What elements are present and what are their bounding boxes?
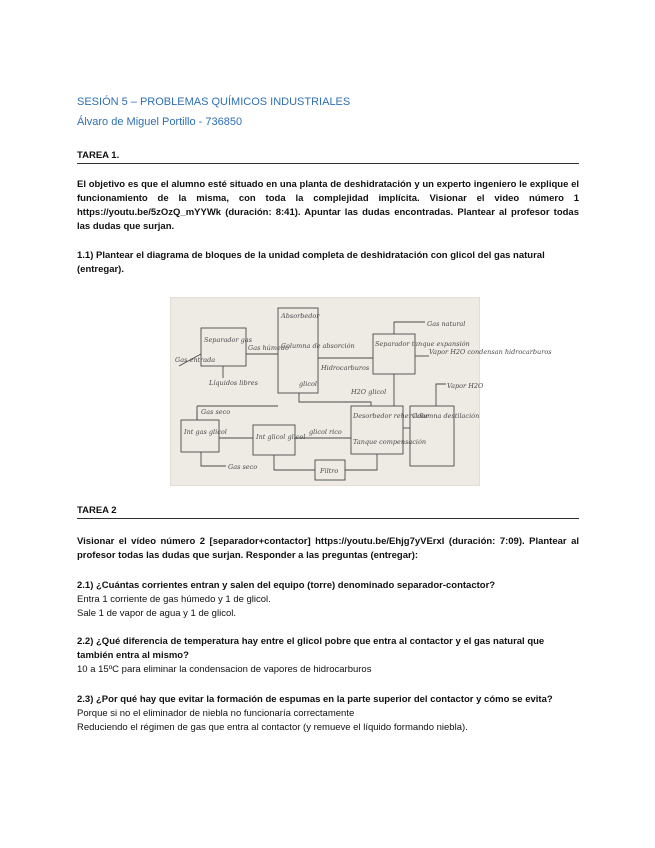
block-diagram <box>171 298 552 485</box>
qa-2-1 <box>77 579 579 621</box>
label-glicol: glicol <box>299 380 317 388</box>
label-gas-seco: Gas seco <box>201 408 231 416</box>
label-columna-absorcion: Columna de absorción <box>281 342 355 350</box>
tarea1-heading: TAREA 1. <box>77 150 120 161</box>
answer-2-1-line-1: Entra 1 corriente de gas húmedo y 1 de glicol. <box>77 594 271 605</box>
qa-2-2 <box>77 635 579 677</box>
tarea1-rule <box>77 163 579 164</box>
qa-2-3 <box>77 693 579 735</box>
block-diagram-photo <box>170 297 552 486</box>
answer-2-3-line-1: Porque si no el eliminador de niebla no funcionaría correctamente <box>77 708 355 719</box>
label-h2o-glicol: H2O glicol <box>351 388 387 396</box>
label-gas-entrada: Gas entrada <box>175 356 216 364</box>
tarea2-rule <box>77 518 579 519</box>
label-vapor-h2o: Vapor H2O condensan hidrocarburos <box>429 348 552 356</box>
label-tanque-compensacion: Tanque compensación <box>353 438 427 446</box>
label-desorbedor: Desorbedor rehervidor <box>353 412 429 420</box>
question-2-1: 2.1) ¿Cuántas corrientes entran y salen del equipo (torre) denominado separador-contactor? <box>77 580 496 591</box>
question-2-3: 2.3) ¿Por qué hay que evitar la formación de espumas en la parte superior del contactor y cómo se evita? <box>77 694 553 705</box>
label-gas-seco-2: Gas seco <box>228 463 258 471</box>
answer-2-3-line-2: Reduciendo el régimen de gas que entra al contactor (y remueve el líquido formando niebla). <box>77 722 468 733</box>
label-absorbedor: Absorbedor <box>281 312 320 320</box>
label-filtro: Filtro <box>320 467 339 475</box>
label-hidrocarburos: Hidrocarburos <box>321 364 370 372</box>
label-separador-tanque: Separador tanque expansión <box>375 340 470 348</box>
label-gas-humedo: Gas húmedo <box>248 344 289 352</box>
label-columna-destilacion: Columna destilación <box>412 412 480 420</box>
label-liquidos-libres: Líquidos libres <box>209 379 258 387</box>
tarea1-intro: El objetivo es que el alumno esté situado en una planta de deshidratación y un experto ingeniero le explique el funcionamiento de la misma, con toda la complejidad implícita. Visionar el video número 1 https://youtu.be/5zOzQ_mYYWk (duración: 8:41). Apuntar las dudas encontradas. Plantear al profesor todas las dudas que surjan. <box>77 179 579 232</box>
author-line: Álvaro de Miguel Portillo - 736850 <box>77 116 243 128</box>
label-separador: Separador gas <box>204 336 252 344</box>
label-vapor-h2o-2: Vapor H2O <box>447 382 484 390</box>
label-int-gas-glicol: Int gas glicol <box>184 428 227 436</box>
tarea2-heading: TAREA 2 <box>77 505 117 516</box>
tarea2-intro: Visionar el vídeo número 2 [separador+contactor] https://youtu.be/Ehjg7yVErxI (duración: 7:09). Plantear al profesor todas las dudas que surjan. Responder a las preguntas (entregar): <box>77 536 579 561</box>
label-int-glicol-glicol: Int glicol glicol <box>256 433 306 441</box>
question-2-2: 2.2) ¿Qué diferencia de temperatura hay entre el glicol pobre que entra al contactor y el gas natural que también entra al mismo? <box>77 636 545 661</box>
label-glicol-rico: glicol rico <box>309 428 342 436</box>
label-gas-natural: Gas natural <box>427 320 466 328</box>
session-title: SESIÓN 5 – PROBLEMAS QUÍMICOS INDUSTRIALES <box>77 96 351 108</box>
answer-2-2: 10 a 15ºC para eliminar la condensacion de vapores de hidrocarburos <box>77 664 372 675</box>
exchanger-gas-glycol-block <box>181 420 219 452</box>
answer-2-1-line-2: Sale 1 de vapor de agua y 1 de glicol. <box>77 608 236 619</box>
question-1-1: 1.1) Plantear el diagrama de bloques de la unidad completa de deshidratación con glicol del gas natural (entregar). <box>77 250 545 275</box>
